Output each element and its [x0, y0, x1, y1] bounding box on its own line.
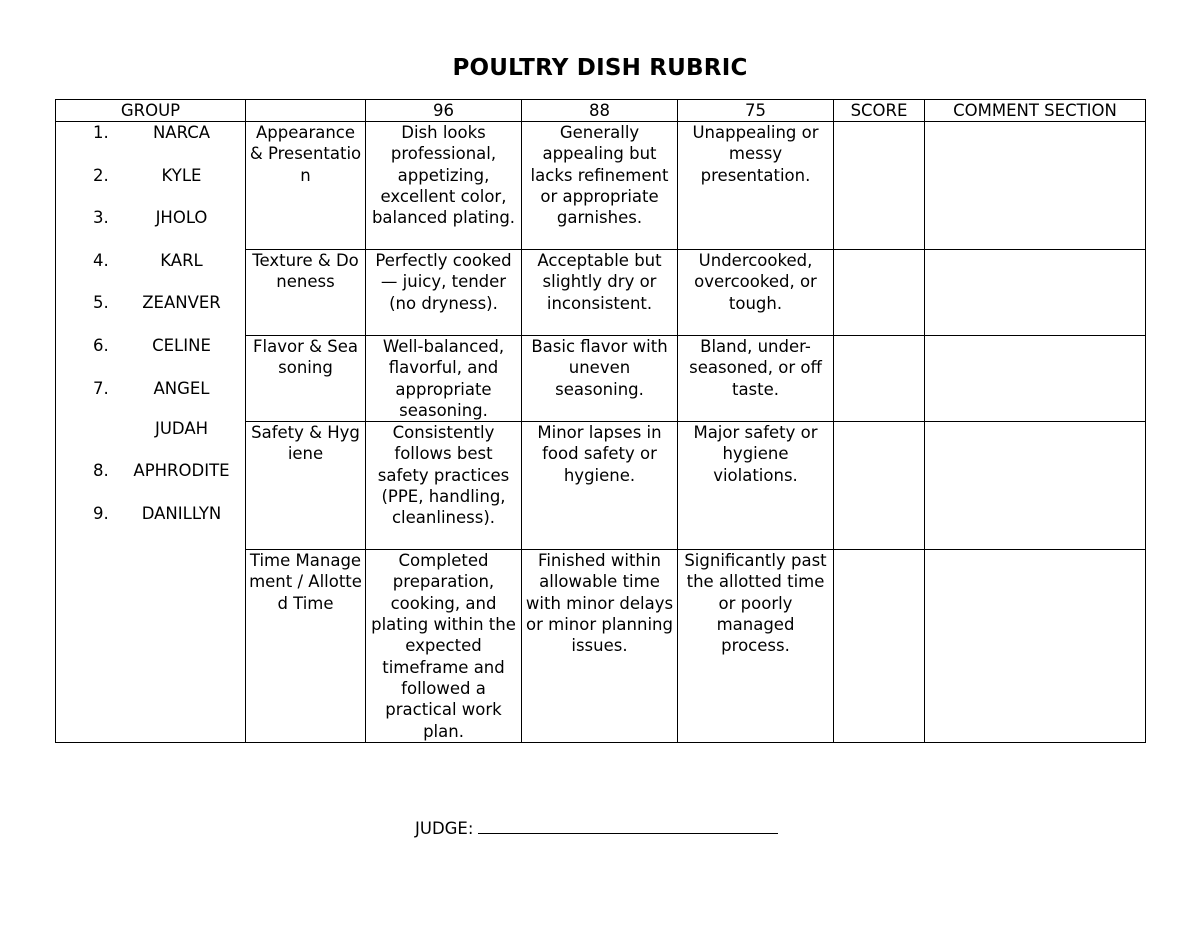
score-cell[interactable] [834, 550, 925, 743]
member-number: 7. [93, 378, 109, 398]
descriptor-75-cell: Undercooked, overcooked, or tough. [678, 250, 834, 336]
judge-signature [415, 815, 778, 838]
list-item [59, 122, 242, 165]
descriptor-88-cell: Finished within allowable time with minor delays or minor planning issues. [522, 550, 678, 743]
list-item [59, 503, 242, 546]
member-name: JUDAH [154, 418, 209, 438]
member-name: JHOLO [155, 208, 208, 228]
descriptor-96-cell: Dish looks professional, appetizing, excellent color, balanced plating. [366, 122, 522, 250]
member-number: 2. [93, 165, 109, 185]
descriptor-75-cell: Bland, under-seasoned, or off taste. [678, 336, 834, 422]
comment-cell[interactable] [925, 250, 1146, 336]
group-members-cell [56, 122, 246, 743]
member-name: KYLE [161, 165, 202, 185]
score-cell[interactable] [834, 250, 925, 336]
header-group: GROUP [56, 100, 246, 122]
member-name: DANILLYN [141, 503, 222, 523]
member-name: APHRODITE [133, 461, 230, 481]
descriptor-96-cell: Perfectly cooked — juicy, tender (no dryness). [366, 250, 522, 336]
descriptor-75-cell: Major safety or hygiene violations. [678, 422, 834, 550]
header-comment: COMMENT SECTION [925, 100, 1146, 122]
score-cell[interactable] [834, 422, 925, 550]
rubric-table [55, 99, 1146, 743]
criterion-cell: Safety & Hygiene [246, 422, 366, 550]
member-name: NARCA [152, 123, 211, 142]
member-number: 1. [93, 123, 109, 142]
score-cell[interactable] [834, 122, 925, 250]
descriptor-75-cell: Significantly past the allotted time or poorly managed process. [678, 550, 834, 743]
member-name: KARL [160, 250, 203, 270]
list-item [59, 165, 242, 208]
list-item [59, 460, 242, 503]
list-item [59, 292, 242, 335]
list-item [59, 335, 242, 378]
member-name: CELINE [152, 335, 211, 355]
descriptor-96-cell: Completed preparation, cooking, and plating within the expected timeframe and followed a practical work plan. [366, 550, 522, 743]
member-number: 5. [93, 293, 109, 313]
criterion-cell: Appearance & Presentation [246, 122, 366, 250]
member-number: 6. [93, 335, 109, 355]
member-number: 8. [93, 461, 109, 481]
judge-signature-line[interactable] [478, 815, 778, 834]
member-number: 3. [93, 208, 109, 228]
criterion-cell: Time Management / Allotted Time [246, 550, 366, 743]
descriptor-88-cell: Generally appealing but lacks refinement or appropriate garnishes. [522, 122, 678, 250]
header-75: 75 [678, 100, 834, 122]
list-item [59, 378, 242, 418]
list-item [59, 207, 242, 250]
descriptor-96-cell: Consistently follows best safety practices (PPE, handling, cleanliness). [366, 422, 522, 550]
descriptor-88-cell: Basic flavor with uneven seasoning. [522, 336, 678, 422]
header-row [56, 100, 1146, 122]
score-cell[interactable] [834, 336, 925, 422]
header-88: 88 [522, 100, 678, 122]
comment-cell[interactable] [925, 336, 1146, 422]
member-number: 9. [93, 503, 109, 523]
comment-cell[interactable] [925, 122, 1146, 250]
member-name: ANGEL [153, 378, 210, 398]
member-number: 4. [93, 250, 109, 270]
member-name: ZEANVER [142, 293, 221, 313]
descriptor-88-cell: Minor lapses in food safety or hygiene. [522, 422, 678, 550]
descriptor-88-cell: Acceptable but slightly dry or inconsistent. [522, 250, 678, 336]
header-96: 96 [366, 100, 522, 122]
page-title: POULTRY DISH RUBRIC [452, 55, 748, 81]
group-member-list [59, 122, 242, 545]
criterion-cell: Flavor & Seasoning [246, 336, 366, 422]
comment-cell[interactable] [925, 422, 1146, 550]
table-row [56, 122, 1146, 250]
descriptor-96-cell: Well-balanced, flavorful, and appropriate seasoning. [366, 336, 522, 422]
comment-cell[interactable] [925, 550, 1146, 743]
criterion-cell: Texture & Doneness [246, 250, 366, 336]
judge-label: JUDGE: [415, 819, 474, 838]
list-item [59, 250, 242, 293]
descriptor-75-cell: Unappealing or messy presentation. [678, 122, 834, 250]
list-item [59, 418, 242, 461]
header-criteria [246, 100, 366, 122]
header-score: SCORE [834, 100, 925, 122]
